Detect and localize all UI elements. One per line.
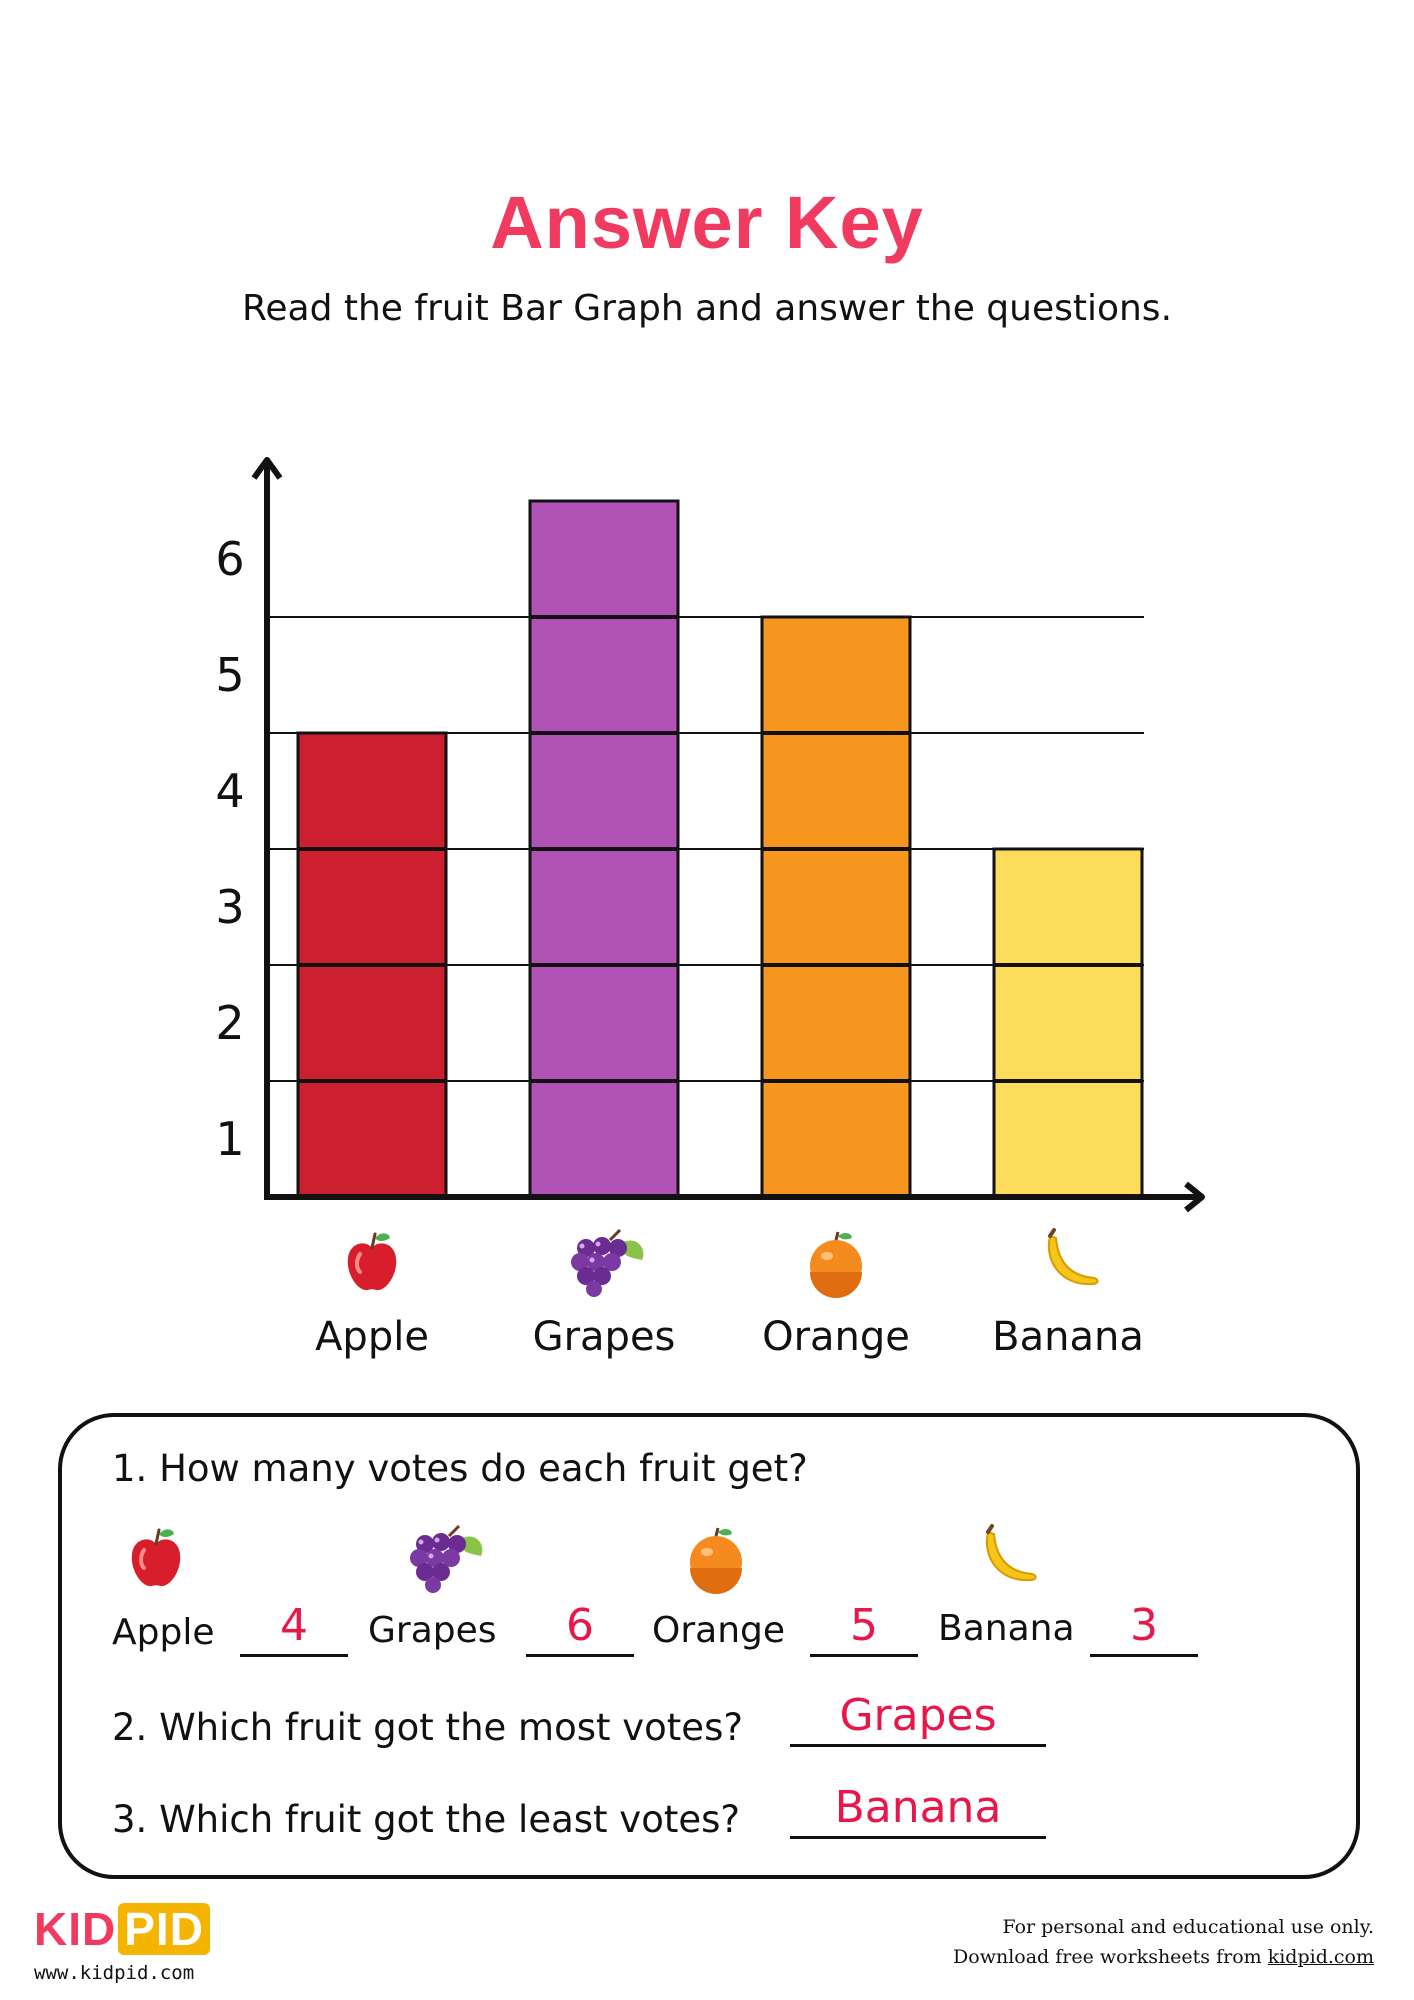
footer-link[interactable]: kidpid.com bbox=[1267, 1946, 1374, 1968]
page-title: Answer Key bbox=[490, 181, 924, 264]
answer-value-orange: 5 bbox=[850, 1600, 878, 1651]
answer-value-banana: 3 bbox=[1130, 1600, 1158, 1651]
footer-line-2: Download free worksheets from kidpid.com bbox=[953, 1946, 1374, 1968]
answer-label-orange: Orange bbox=[652, 1610, 786, 1651]
x-category-label: Orange bbox=[762, 1314, 910, 1360]
question-2-answer: Grapes bbox=[839, 1690, 997, 1741]
y-tick-label: 3 bbox=[215, 880, 245, 934]
answer-value-apple: 4 bbox=[280, 1600, 308, 1651]
answer-value-grapes: 6 bbox=[566, 1600, 594, 1651]
footer-note bbox=[953, 1912, 1374, 1972]
grapes-icon bbox=[571, 1230, 643, 1297]
y-tick-label: 4 bbox=[215, 764, 245, 818]
bar-banana bbox=[994, 849, 1142, 1197]
question-1-text: 1. How many votes do each fruit get? bbox=[112, 1447, 808, 1490]
question-2-blank bbox=[790, 1744, 1046, 1747]
answer-label-apple: Apple bbox=[112, 1612, 215, 1653]
orange-icon bbox=[676, 1518, 756, 1598]
banana-icon bbox=[1049, 1230, 1098, 1284]
x-category-label: Grapes bbox=[532, 1314, 676, 1360]
banana-icon bbox=[966, 1518, 1046, 1598]
question-3-answer: Banana bbox=[834, 1782, 1002, 1833]
answer-blank-apple bbox=[240, 1654, 348, 1657]
orange-icon bbox=[810, 1232, 862, 1298]
footer-line-1: For personal and educational use only. bbox=[1002, 1916, 1374, 1938]
x-category-label: Banana bbox=[992, 1314, 1144, 1360]
apple-icon bbox=[116, 1518, 196, 1598]
answer-label-banana: Banana bbox=[938, 1608, 1075, 1649]
answer-blank-banana bbox=[1090, 1654, 1198, 1657]
answer-blank-grapes bbox=[526, 1654, 634, 1657]
grapes-icon bbox=[388, 1518, 498, 1598]
brand-logo: KID PID bbox=[34, 1902, 210, 1956]
answer-label-grapes: Grapes bbox=[368, 1610, 497, 1651]
question-3-blank bbox=[790, 1836, 1046, 1839]
question-3-text: 3. Which fruit got the least votes? bbox=[112, 1798, 741, 1841]
apple-icon bbox=[348, 1233, 396, 1290]
y-tick-label: 2 bbox=[215, 996, 245, 1050]
answer-blank-orange bbox=[810, 1654, 918, 1657]
x-category-label: Apple bbox=[315, 1314, 429, 1360]
page-subtitle: Read the fruit Bar Graph and answer the questions. bbox=[241, 288, 1173, 329]
y-tick-label: 1 bbox=[215, 1112, 245, 1166]
bar-orange bbox=[762, 617, 910, 1197]
question-2-text: 2. Which fruit got the most votes? bbox=[112, 1706, 743, 1749]
y-tick-label: 6 bbox=[215, 532, 245, 586]
y-tick-label: 5 bbox=[215, 648, 245, 702]
brand-url: www.kidpid.com bbox=[34, 1962, 195, 1984]
